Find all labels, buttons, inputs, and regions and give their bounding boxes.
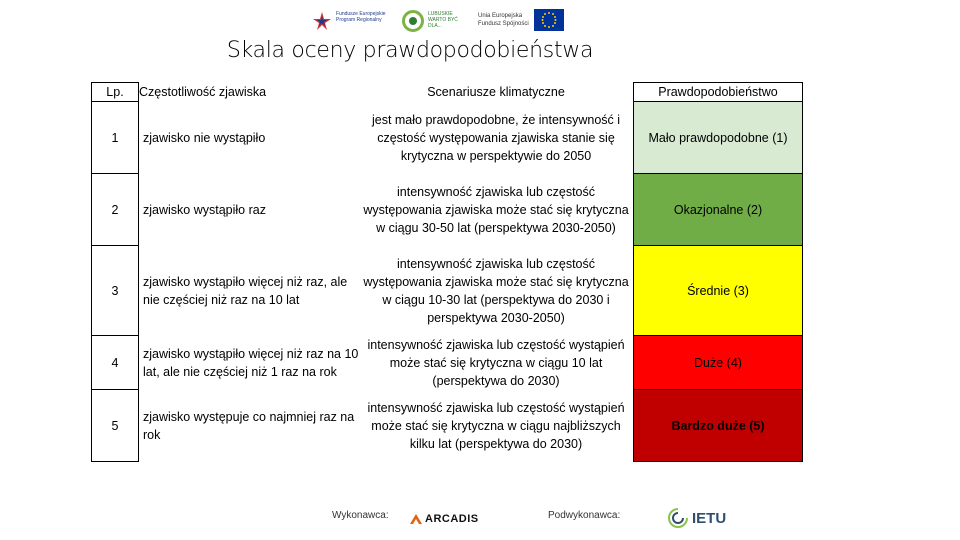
fe-logo-text: Fundusze Europejskie Program Regionalny — [336, 11, 386, 23]
row-lp: 4 — [92, 336, 139, 390]
row-probability: Duże (4) — [634, 336, 803, 390]
row-probability: Bardzo duże (5) — [634, 390, 803, 462]
row-frequency: zjawisko wystąpiło więcej niż raz na 10 lat, ale nie częściej niż 1 raz na rok — [143, 346, 359, 379]
row-scenario: intensywność zjawiska lub częstość wystąpień może stać się krytyczna w ciągu najbliższych kilku lat (perspektywa do 2030) — [367, 400, 625, 451]
header-probability: Prawdopodobieństwo — [634, 83, 803, 102]
subcontractor-name: IETU — [692, 510, 727, 527]
fe-star-icon — [312, 11, 332, 31]
row-scenario: intensywność zjawiska lub częstość występowania zjawiska może stać się krytyczna w ciągu 30-50 lat (perspektywa 2030-2050) — [363, 184, 629, 235]
unia-europejska-logo — [478, 8, 568, 34]
eu-flag-icon — [534, 9, 564, 31]
row-probability: Mało prawdopodobne (1) — [634, 102, 803, 174]
table-row — [92, 390, 803, 462]
arcadis-logo-icon — [410, 514, 422, 524]
row-frequency: zjawisko wystąpiło raz — [143, 202, 266, 217]
table-row — [92, 246, 803, 336]
row-probability: Okazjonalne (2) — [634, 174, 803, 246]
contractor-name: ARCADIS — [425, 513, 479, 525]
row-scenario: intensywność zjawiska lub częstość występowania zjawiska może stać się krytyczna w ciągu 10-30 lat (perspektywa do 2030 i perspektywa 2030-2050) — [363, 256, 629, 325]
row-frequency: zjawisko nie wystąpiło — [143, 130, 266, 145]
row-frequency: zjawisko występuje co najmniej raz na rok — [143, 409, 355, 442]
header-frequency: Częstotliwość zjawiska — [139, 85, 267, 99]
page-title: Skala oceny prawdopodobieństwa — [226, 38, 594, 63]
ue-logo-text: Unia Europejska Fundusz Spójności — [478, 13, 529, 27]
probability-scale-table — [91, 82, 803, 462]
row-scenario: intensywność zjawiska lub częstość wystąpień może stać się krytyczna w ciągu 10 lat (perspektywa do 2030) — [367, 337, 625, 388]
header-scenario: Scenariusze klimatyczne — [427, 85, 565, 99]
lubuskie-logo — [402, 8, 470, 34]
row-probability: Średnie (3) — [634, 246, 803, 336]
row-lp: 5 — [92, 390, 139, 462]
contractor-label: Wykonawca: — [332, 510, 389, 521]
row-lp: 3 — [92, 246, 139, 336]
table-header-row — [92, 83, 803, 102]
header-lp: Lp. — [92, 83, 139, 102]
subcontractor-label: Podwykonawca: — [548, 510, 621, 521]
ietu-logo-icon — [667, 507, 689, 529]
lubuskie-emblem-icon — [402, 10, 424, 32]
table-row — [92, 336, 803, 390]
row-scenario: jest mało prawdopodobne, że intensywność i częstość występowania zjawiska stanie się krytyczna w perspektywie do 2050 — [371, 112, 621, 163]
row-lp: 2 — [92, 174, 139, 246]
row-lp: 1 — [92, 102, 139, 174]
fundusze-europejskie-logo — [312, 8, 390, 34]
lubuskie-logo-text: LUBUSKIE WARTO BYĆ DLA... — [428, 11, 458, 29]
table-row — [92, 174, 803, 246]
table-row — [92, 102, 803, 174]
row-frequency: zjawisko wystąpiło więcej niż raz, ale nie częściej niż raz na 10 lat — [143, 274, 348, 307]
